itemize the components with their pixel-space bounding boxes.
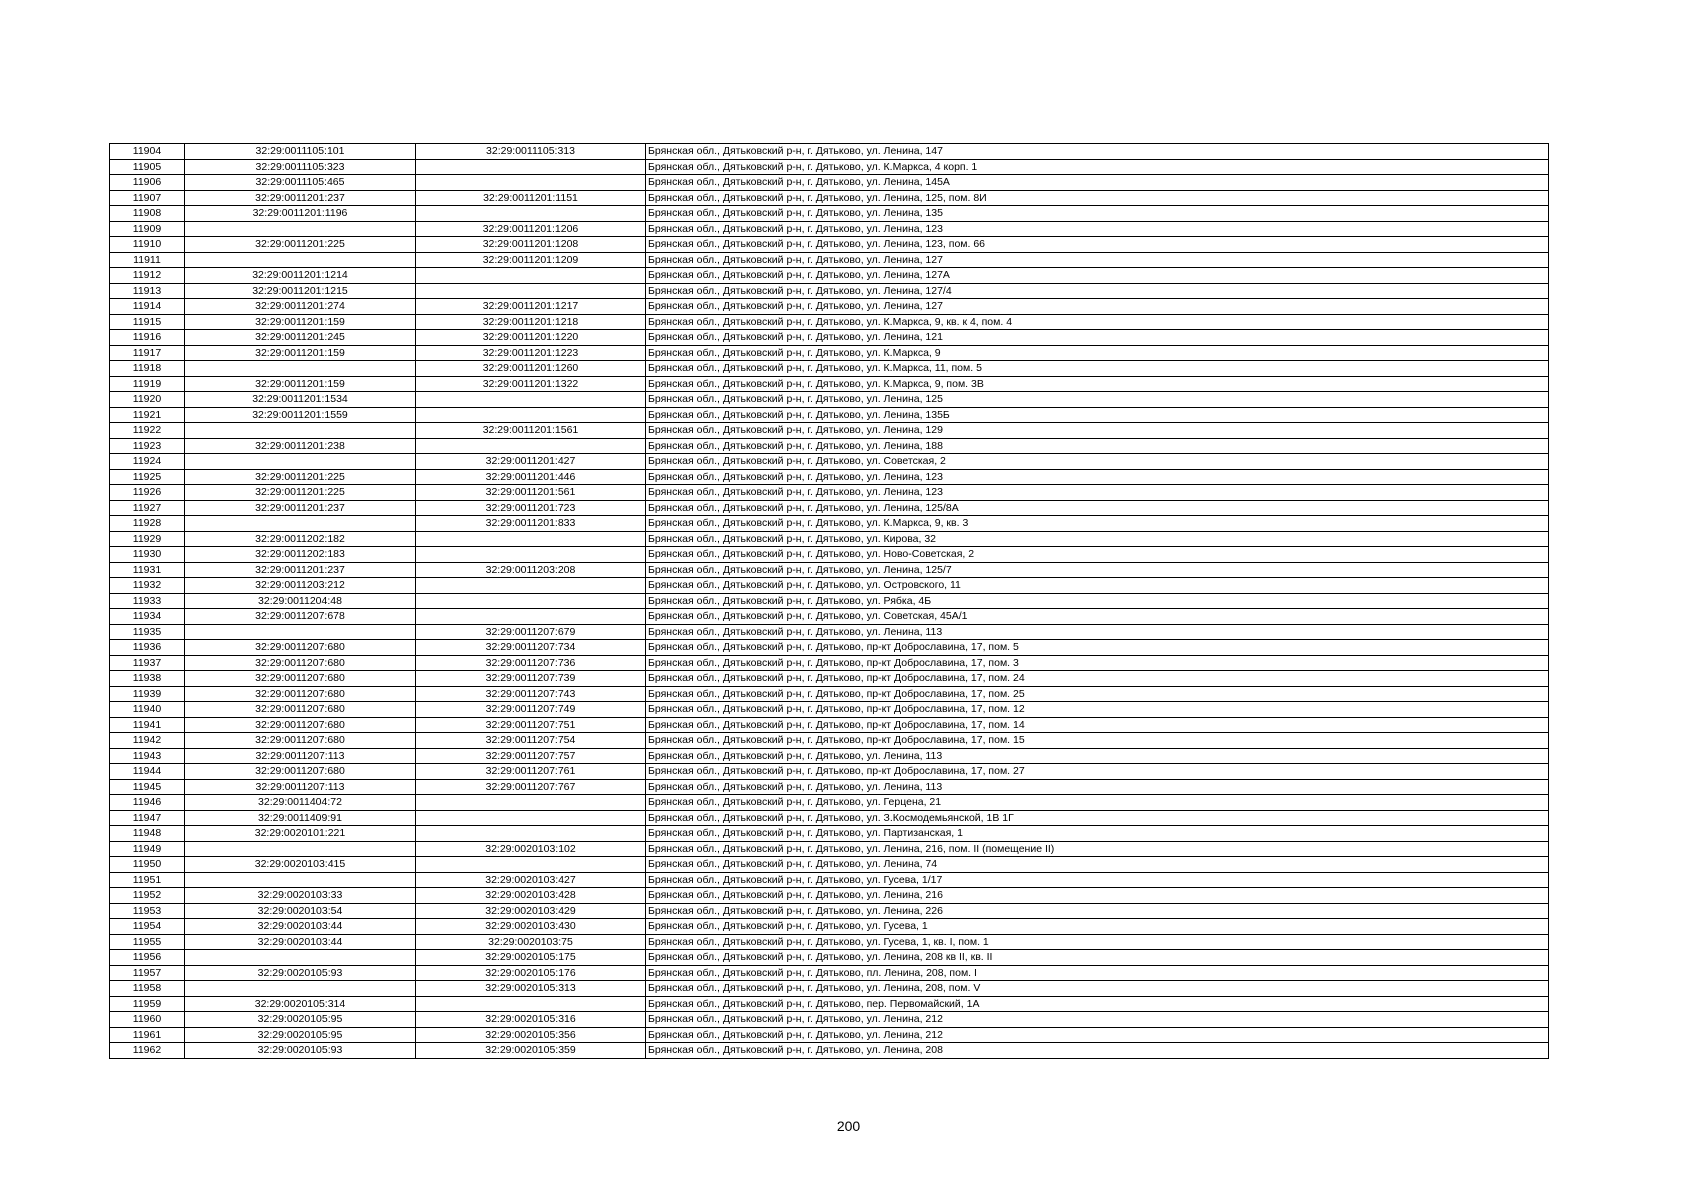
address-cell: Брянская обл., Дятьковский р-н, г. Дятьково, ул. Ленина, 113 (646, 748, 1549, 764)
table-row (110, 733, 1549, 749)
row-number-cell: 11923 (110, 438, 185, 454)
row-number-cell: 11920 (110, 392, 185, 408)
row-number-cell: 11915 (110, 314, 185, 330)
row-number-cell: 11921 (110, 407, 185, 423)
table-row (110, 702, 1549, 718)
row-number-cell: 11922 (110, 423, 185, 439)
object-cadastral-number-cell (416, 407, 646, 423)
object-cadastral-number-cell: 32:29:0011203:208 (416, 562, 646, 578)
address-cell: Брянская обл., Дятьковский р-н, г. Дятьково, ул. Ленина, 129 (646, 423, 1549, 439)
land-cadastral-number-cell: 32:29:0011201:237 (185, 562, 416, 578)
address-cell: Брянская обл., Дятьковский р-н, г. Дятьково, ул. Ленина, 125, пом. 8И (646, 190, 1549, 206)
object-cadastral-number-cell: 32:29:0011201:1217 (416, 299, 646, 315)
address-cell: Брянская обл., Дятьковский р-н, г. Дятьково, ул. Ленина, 216 (646, 888, 1549, 904)
table-row (110, 144, 1549, 160)
table-row (110, 345, 1549, 361)
object-cadastral-number-cell (416, 392, 646, 408)
row-number-cell: 11951 (110, 872, 185, 888)
table-row (110, 934, 1549, 950)
row-number-cell: 11961 (110, 1027, 185, 1043)
address-cell: Брянская обл., Дятьковский р-н, г. Дятьково, пр-кт Доброславина, 17, пом. 12 (646, 702, 1549, 718)
row-number-cell: 11913 (110, 283, 185, 299)
land-cadastral-number-cell: 32:29:0011207:680 (185, 733, 416, 749)
object-cadastral-number-cell (416, 826, 646, 842)
row-number-cell: 11944 (110, 764, 185, 780)
row-number-cell: 11940 (110, 702, 185, 718)
row-number-cell: 11909 (110, 221, 185, 237)
row-number-cell: 11912 (110, 268, 185, 284)
object-cadastral-number-cell: 32:29:0020105:175 (416, 950, 646, 966)
address-cell: Брянская обл., Дятьковский р-н, г. Дятьково, ул. Ленина, 113 (646, 779, 1549, 795)
land-cadastral-number-cell: 32:29:0020103:44 (185, 919, 416, 935)
table-row (110, 454, 1549, 470)
table-row (110, 919, 1549, 935)
object-cadastral-number-cell (416, 206, 646, 222)
object-cadastral-number-cell (416, 531, 646, 547)
table-row (110, 547, 1549, 563)
address-cell: Брянская обл., Дятьковский р-н, г. Дятьково, ул. З.Космодемьянской, 1В 1Г (646, 810, 1549, 826)
object-cadastral-number-cell: 32:29:0011201:1218 (416, 314, 646, 330)
object-cadastral-number-cell (416, 578, 646, 594)
address-cell: Брянская обл., Дятьковский р-н, г. Дятьково, ул. Ленина, 216, пом. II (помещение II) (646, 841, 1549, 857)
table-row (110, 1012, 1549, 1028)
object-cadastral-number-cell: 32:29:0020103:429 (416, 903, 646, 919)
land-cadastral-number-cell (185, 516, 416, 532)
address-cell: Брянская обл., Дятьковский р-н, г. Дятьково, ул. К.Маркса, 9, кв. 3 (646, 516, 1549, 532)
row-number-cell: 11952 (110, 888, 185, 904)
row-number-cell: 11954 (110, 919, 185, 935)
address-cell: Брянская обл., Дятьковский р-н, г. Дятьково, ул. Кирова, 32 (646, 531, 1549, 547)
table-row (110, 299, 1549, 315)
address-cell: Брянская обл., Дятьковский р-н, г. Дятьково, ул. Советская, 2 (646, 454, 1549, 470)
address-cell: Брянская обл., Дятьковский р-н, г. Дятьково, пер. Первомайский, 1А (646, 996, 1549, 1012)
land-cadastral-number-cell: 32:29:0020105:93 (185, 1043, 416, 1059)
address-cell: Брянская обл., Дятьковский р-н, г. Дятьково, ул. Гусева, 1 (646, 919, 1549, 935)
address-cell: Брянская обл., Дятьковский р-н, г. Дятьково, ул. Ленина, 123 (646, 485, 1549, 501)
table-row (110, 717, 1549, 733)
object-cadastral-number-cell (416, 175, 646, 191)
object-cadastral-number-cell: 32:29:0011207:754 (416, 733, 646, 749)
object-cadastral-number-cell: 32:29:0020105:359 (416, 1043, 646, 1059)
address-cell: Брянская обл., Дятьковский р-н, г. Дятьково, ул. К.Маркса, 9, кв. к 4, пом. 4 (646, 314, 1549, 330)
table-row (110, 252, 1549, 268)
row-number-cell: 11934 (110, 609, 185, 625)
row-number-cell: 11929 (110, 531, 185, 547)
object-cadastral-number-cell: 32:29:0020103:427 (416, 872, 646, 888)
table-row (110, 407, 1549, 423)
address-cell: Брянская обл., Дятьковский р-н, г. Дятьково, ул. Ленина, 123, пом. 66 (646, 237, 1549, 253)
row-number-cell: 11946 (110, 795, 185, 811)
table-row (110, 764, 1549, 780)
object-cadastral-number-cell: 32:29:0011201:833 (416, 516, 646, 532)
address-cell: Брянская обл., Дятьковский р-н, г. Дятьково, ул. Советская, 45А/1 (646, 609, 1549, 625)
table-row (110, 795, 1549, 811)
land-cadastral-number-cell: 32:29:0020101:221 (185, 826, 416, 842)
address-cell: Брянская обл., Дятьковский р-н, г. Дятьково, ул. К.Маркса, 4 корп. 1 (646, 159, 1549, 175)
address-cell: Брянская обл., Дятьковский р-н, г. Дятьково, ул. Ленина, 135 (646, 206, 1549, 222)
land-cadastral-number-cell: 32:29:0011201:1215 (185, 283, 416, 299)
table-row (110, 624, 1549, 640)
table-row (110, 640, 1549, 656)
object-cadastral-number-cell (416, 609, 646, 625)
land-cadastral-number-cell: 32:29:0011201:1214 (185, 268, 416, 284)
object-cadastral-number-cell: 32:29:0011207:679 (416, 624, 646, 640)
land-cadastral-number-cell: 32:29:0011201:225 (185, 237, 416, 253)
row-number-cell: 11928 (110, 516, 185, 532)
land-cadastral-number-cell: 32:29:0011202:183 (185, 547, 416, 563)
land-cadastral-number-cell: 32:29:0011207:680 (185, 717, 416, 733)
table-row (110, 826, 1549, 842)
object-cadastral-number-cell: 32:29:0020103:75 (416, 934, 646, 950)
table-row (110, 872, 1549, 888)
object-cadastral-number-cell: 32:29:0020105:313 (416, 981, 646, 997)
table-row (110, 314, 1549, 330)
address-cell: Брянская обл., Дятьковский р-н, г. Дятьково, ул. Ленина, 145А (646, 175, 1549, 191)
object-cadastral-number-cell (416, 438, 646, 454)
address-cell: Брянская обл., Дятьковский р-н, г. Дятьково, ул. Ленина, 74 (646, 857, 1549, 873)
table-row (110, 438, 1549, 454)
land-cadastral-number-cell: 32:29:0011207:680 (185, 655, 416, 671)
address-cell: Брянская обл., Дятьковский р-н, г. Дятьково, ул. Ленина, 147 (646, 144, 1549, 160)
object-cadastral-number-cell (416, 810, 646, 826)
address-cell: Брянская обл., Дятьковский р-н, г. Дятьково, ул. К.Маркса, 9, пом. 3В (646, 376, 1549, 392)
address-cell: Брянская обл., Дятьковский р-н, г. Дятьково, ул. Ленина, 123 (646, 221, 1549, 237)
table-row (110, 237, 1549, 253)
row-number-cell: 11908 (110, 206, 185, 222)
address-cell: Брянская обл., Дятьковский р-н, г. Дятьково, ул. Гусева, 1/17 (646, 872, 1549, 888)
land-cadastral-number-cell: 32:29:0020105:93 (185, 965, 416, 981)
object-cadastral-number-cell: 32:29:0011201:1220 (416, 330, 646, 346)
object-cadastral-number-cell: 32:29:0020105:356 (416, 1027, 646, 1043)
land-cadastral-number-cell: 32:29:0011207:680 (185, 671, 416, 687)
row-number-cell: 11933 (110, 593, 185, 609)
land-cadastral-number-cell: 32:29:0011201:159 (185, 376, 416, 392)
address-cell: Брянская обл., Дятьковский р-н, г. Дятьково, ул. Ленина, 125 (646, 392, 1549, 408)
address-cell: Брянская обл., Дятьковский р-н, г. Дятьково, ул. Ленина, 127 (646, 252, 1549, 268)
row-number-cell: 11932 (110, 578, 185, 594)
table-row (110, 748, 1549, 764)
address-cell: Брянская обл., Дятьковский р-н, г. Дятьково, ул. Ленина, 212 (646, 1027, 1549, 1043)
address-cell: Брянская обл., Дятьковский р-н, г. Дятьково, ул. К.Маркса, 9 (646, 345, 1549, 361)
row-number-cell: 11948 (110, 826, 185, 842)
table-row (110, 655, 1549, 671)
table-row (110, 268, 1549, 284)
address-cell: Брянская обл., Дятьковский р-н, г. Дятьково, ул. Ново-Советская, 2 (646, 547, 1549, 563)
row-number-cell: 11942 (110, 733, 185, 749)
row-number-cell: 11953 (110, 903, 185, 919)
table-row (110, 392, 1549, 408)
address-cell: Брянская обл., Дятьковский р-н, г. Дятьково, ул. Ленина, 226 (646, 903, 1549, 919)
table-row (110, 981, 1549, 997)
land-cadastral-number-cell: 32:29:0020103:415 (185, 857, 416, 873)
land-cadastral-number-cell: 32:29:0011207:680 (185, 640, 416, 656)
row-number-cell: 11950 (110, 857, 185, 873)
land-cadastral-number-cell (185, 221, 416, 237)
table-row (110, 810, 1549, 826)
object-cadastral-number-cell: 32:29:0020105:316 (416, 1012, 646, 1028)
land-cadastral-number-cell: 32:29:0011207:680 (185, 702, 416, 718)
object-cadastral-number-cell: 32:29:0011207:743 (416, 686, 646, 702)
land-cadastral-number-cell: 32:29:0011201:225 (185, 469, 416, 485)
table-row (110, 841, 1549, 857)
object-cadastral-number-cell: 32:29:0020103:428 (416, 888, 646, 904)
row-number-cell: 11919 (110, 376, 185, 392)
object-cadastral-number-cell: 32:29:0020105:176 (416, 965, 646, 981)
address-cell: Брянская обл., Дятьковский р-н, г. Дятьково, пр-кт Доброславина, 17, пом. 25 (646, 686, 1549, 702)
row-number-cell: 11924 (110, 454, 185, 470)
address-cell: Брянская обл., Дятьковский р-н, г. Дятьково, пр-кт Доброславина, 17, пом. 27 (646, 764, 1549, 780)
object-cadastral-number-cell (416, 547, 646, 563)
table-row (110, 469, 1549, 485)
land-cadastral-number-cell: 32:29:0011207:113 (185, 779, 416, 795)
land-cadastral-number-cell: 32:29:0011207:678 (185, 609, 416, 625)
object-cadastral-number-cell: 32:29:0011201:723 (416, 500, 646, 516)
address-cell: Брянская обл., Дятьковский р-н, г. Дятьково, ул. Ленина, 208, пом. V (646, 981, 1549, 997)
object-cadastral-number-cell: 32:29:0011207:739 (416, 671, 646, 687)
object-cadastral-number-cell: 32:29:0011207:751 (416, 717, 646, 733)
object-cadastral-number-cell (416, 795, 646, 811)
object-cadastral-number-cell (416, 857, 646, 873)
land-cadastral-number-cell: 32:29:0011105:323 (185, 159, 416, 175)
row-number-cell: 11959 (110, 996, 185, 1012)
address-cell: Брянская обл., Дятьковский р-н, г. Дятьково, ул. К.Маркса, 11, пом. 5 (646, 361, 1549, 377)
table-row (110, 283, 1549, 299)
address-cell: Брянская обл., Дятьковский р-н, г. Дятьково, ул. Рябка, 4Б (646, 593, 1549, 609)
row-number-cell: 11906 (110, 175, 185, 191)
address-cell: Брянская обл., Дятьковский р-н, г. Дятьково, ул. Ленина, 208 кв II, кв. II (646, 950, 1549, 966)
row-number-cell: 11911 (110, 252, 185, 268)
address-cell: Брянская обл., Дятьковский р-н, г. Дятьково, ул. Ленина, 188 (646, 438, 1549, 454)
land-cadastral-number-cell (185, 981, 416, 997)
row-number-cell: 11926 (110, 485, 185, 501)
land-cadastral-number-cell: 32:29:0011201:238 (185, 438, 416, 454)
table-row (110, 950, 1549, 966)
address-cell: Брянская обл., Дятьковский р-н, г. Дятьково, ул. Гусева, 1, кв. I, пом. 1 (646, 934, 1549, 950)
land-cadastral-number-cell: 32:29:0020103:54 (185, 903, 416, 919)
table-row (110, 500, 1549, 516)
address-cell: Брянская обл., Дятьковский р-н, г. Дятьково, ул. Ленина, 125/8А (646, 500, 1549, 516)
table-row (110, 330, 1549, 346)
address-cell: Брянская обл., Дятьковский р-н, г. Дятьково, пр-кт Доброславина, 17, пом. 5 (646, 640, 1549, 656)
row-number-cell: 11956 (110, 950, 185, 966)
row-number-cell: 11941 (110, 717, 185, 733)
row-number-cell: 11962 (110, 1043, 185, 1059)
land-cadastral-number-cell: 32:29:0011201:274 (185, 299, 416, 315)
address-cell: Брянская обл., Дятьковский р-н, г. Дятьково, ул. Ленина, 135Б (646, 407, 1549, 423)
row-number-cell: 11937 (110, 655, 185, 671)
land-cadastral-number-cell: 32:29:0011201:1534 (185, 392, 416, 408)
row-number-cell: 11949 (110, 841, 185, 857)
address-cell: Брянская обл., Дятьковский р-н, г. Дятьково, ул. Ленина, 127А (646, 268, 1549, 284)
address-cell: Брянская обл., Дятьковский р-н, г. Дятьково, пр-кт Доброславина, 17, пом. 3 (646, 655, 1549, 671)
row-number-cell: 11938 (110, 671, 185, 687)
object-cadastral-number-cell: 32:29:0011207:757 (416, 748, 646, 764)
land-cadastral-number-cell: 32:29:0011202:182 (185, 531, 416, 547)
land-cadastral-number-cell: 32:29:0011409:91 (185, 810, 416, 826)
table-row (110, 485, 1549, 501)
land-cadastral-number-cell: 32:29:0011204:48 (185, 593, 416, 609)
row-number-cell: 11939 (110, 686, 185, 702)
table-row (110, 857, 1549, 873)
page-number: 200 (836, 1118, 861, 1134)
land-cadastral-number-cell (185, 950, 416, 966)
land-cadastral-number-cell: 32:29:0011105:101 (185, 144, 416, 160)
address-cell: Брянская обл., Дятьковский р-н, г. Дятьково, ул. Ленина, 123 (646, 469, 1549, 485)
object-cadastral-number-cell (416, 159, 646, 175)
object-cadastral-number-cell: 32:29:0011201:561 (416, 485, 646, 501)
object-cadastral-number-cell: 32:29:0011207:734 (416, 640, 646, 656)
object-cadastral-number-cell: 32:29:0011207:736 (416, 655, 646, 671)
object-cadastral-number-cell: 32:29:0011207:749 (416, 702, 646, 718)
row-number-cell: 11914 (110, 299, 185, 315)
address-cell: Брянская обл., Дятьковский р-н, г. Дятьково, пр-кт Доброславина, 17, пом. 14 (646, 717, 1549, 733)
table-row (110, 531, 1549, 547)
object-cadastral-number-cell: 32:29:0011201:1208 (416, 237, 646, 253)
object-cadastral-number-cell (416, 593, 646, 609)
table-row (110, 779, 1549, 795)
land-cadastral-number-cell: 32:29:0011201:1196 (185, 206, 416, 222)
object-cadastral-number-cell: 32:29:0011201:1151 (416, 190, 646, 206)
address-cell: Брянская обл., Дятьковский р-н, г. Дятьково, ул. Ленина, 212 (646, 1012, 1549, 1028)
object-cadastral-number-cell: 32:29:0011201:1561 (416, 423, 646, 439)
row-number-cell: 11904 (110, 144, 185, 160)
land-cadastral-number-cell (185, 361, 416, 377)
row-number-cell: 11960 (110, 1012, 185, 1028)
land-cadastral-number-cell: 32:29:0011201:237 (185, 500, 416, 516)
table-row (110, 562, 1549, 578)
address-cell: Брянская обл., Дятьковский р-н, г. Дятьково, ул. Ленина, 121 (646, 330, 1549, 346)
row-number-cell: 11957 (110, 965, 185, 981)
land-cadastral-number-cell: 32:29:0020105:95 (185, 1027, 416, 1043)
land-cadastral-number-cell: 32:29:0011105:465 (185, 175, 416, 191)
object-cadastral-number-cell: 32:29:0011105:313 (416, 144, 646, 160)
row-number-cell: 11910 (110, 237, 185, 253)
object-cadastral-number-cell: 32:29:0011207:761 (416, 764, 646, 780)
table-row (110, 516, 1549, 532)
row-number-cell: 11958 (110, 981, 185, 997)
row-number-cell: 11927 (110, 500, 185, 516)
land-cadastral-number-cell: 32:29:0011203:212 (185, 578, 416, 594)
object-cadastral-number-cell (416, 283, 646, 299)
address-cell: Брянская обл., Дятьковский р-н, г. Дятьково, ул. Островского, 11 (646, 578, 1549, 594)
land-cadastral-number-cell: 32:29:0020103:33 (185, 888, 416, 904)
table-row (110, 671, 1549, 687)
address-cell: Брянская обл., Дятьковский р-н, г. Дятьково, ул. Ленина, 125/7 (646, 562, 1549, 578)
land-cadastral-number-cell (185, 841, 416, 857)
address-cell: Брянская обл., Дятьковский р-н, г. Дятьково, ул. Герцена, 21 (646, 795, 1549, 811)
land-cadastral-number-cell: 32:29:0011207:680 (185, 686, 416, 702)
land-cadastral-number-cell: 32:29:0011404:72 (185, 795, 416, 811)
row-number-cell: 11925 (110, 469, 185, 485)
row-number-cell: 11905 (110, 159, 185, 175)
address-cell: Брянская обл., Дятьковский р-н, г. Дятьково, ул. Ленина, 127 (646, 299, 1549, 315)
object-cadastral-number-cell: 32:29:0011201:427 (416, 454, 646, 470)
object-cadastral-number-cell: 32:29:0011201:1322 (416, 376, 646, 392)
object-cadastral-number-cell: 32:29:0011207:767 (416, 779, 646, 795)
address-cell: Брянская обл., Дятьковский р-н, г. Дятьково, ул. Партизанская, 1 (646, 826, 1549, 842)
table-row (110, 206, 1549, 222)
land-cadastral-number-cell: 32:29:0011207:113 (185, 748, 416, 764)
land-cadastral-number-cell: 32:29:0011207:680 (185, 764, 416, 780)
registry-table (109, 143, 1549, 1059)
row-number-cell: 11907 (110, 190, 185, 206)
row-number-cell: 11936 (110, 640, 185, 656)
land-cadastral-number-cell: 32:29:0011201:159 (185, 314, 416, 330)
registry-table-body (110, 144, 1549, 1059)
table-row (110, 221, 1549, 237)
address-cell: Брянская обл., Дятьковский р-н, г. Дятьково, пр-кт Доброславина, 17, пом. 24 (646, 671, 1549, 687)
land-cadastral-number-cell (185, 252, 416, 268)
table-row (110, 903, 1549, 919)
row-number-cell: 11917 (110, 345, 185, 361)
object-cadastral-number-cell: 32:29:0011201:1206 (416, 221, 646, 237)
address-cell: Брянская обл., Дятьковский р-н, г. Дятьково, ул. Ленина, 127/4 (646, 283, 1549, 299)
land-cadastral-number-cell: 32:29:0011201:237 (185, 190, 416, 206)
land-cadastral-number-cell (185, 454, 416, 470)
table-row (110, 190, 1549, 206)
address-cell: Брянская обл., Дятьковский р-н, г. Дятьково, ул. Ленина, 113 (646, 624, 1549, 640)
table-row (110, 175, 1549, 191)
address-cell: Брянская обл., Дятьковский р-н, г. Дятьково, ул. Ленина, 208 (646, 1043, 1549, 1059)
row-number-cell: 11935 (110, 624, 185, 640)
object-cadastral-number-cell: 32:29:0020103:102 (416, 841, 646, 857)
land-cadastral-number-cell: 32:29:0011201:245 (185, 330, 416, 346)
table-row (110, 609, 1549, 625)
table-row (110, 423, 1549, 439)
land-cadastral-number-cell: 32:29:0011201:159 (185, 345, 416, 361)
object-cadastral-number-cell: 32:29:0011201:1223 (416, 345, 646, 361)
land-cadastral-number-cell: 32:29:0020103:44 (185, 934, 416, 950)
row-number-cell: 11945 (110, 779, 185, 795)
table-row (110, 578, 1549, 594)
row-number-cell: 11931 (110, 562, 185, 578)
table-row (110, 1027, 1549, 1043)
table-row (110, 376, 1549, 392)
land-cadastral-number-cell (185, 872, 416, 888)
object-cadastral-number-cell: 32:29:0011201:446 (416, 469, 646, 485)
table-row (110, 888, 1549, 904)
row-number-cell: 11955 (110, 934, 185, 950)
land-cadastral-number-cell: 32:29:0020105:314 (185, 996, 416, 1012)
address-cell: Брянская обл., Дятьковский р-н, г. Дятьково, пл. Ленина, 208, пом. I (646, 965, 1549, 981)
table-row (110, 593, 1549, 609)
table-row (110, 686, 1549, 702)
row-number-cell: 11943 (110, 748, 185, 764)
object-cadastral-number-cell: 32:29:0011201:1209 (416, 252, 646, 268)
row-number-cell: 11916 (110, 330, 185, 346)
table-row (110, 159, 1549, 175)
table-row (110, 361, 1549, 377)
object-cadastral-number-cell (416, 268, 646, 284)
object-cadastral-number-cell: 32:29:0020103:430 (416, 919, 646, 935)
address-cell: Брянская обл., Дятьковский р-н, г. Дятьково, пр-кт Доброславина, 17, пом. 15 (646, 733, 1549, 749)
row-number-cell: 11947 (110, 810, 185, 826)
object-cadastral-number-cell (416, 996, 646, 1012)
object-cadastral-number-cell: 32:29:0011201:1260 (416, 361, 646, 377)
table-row (110, 996, 1549, 1012)
row-number-cell: 11930 (110, 547, 185, 563)
land-cadastral-number-cell: 32:29:0020105:95 (185, 1012, 416, 1028)
land-cadastral-number-cell: 32:29:0011201:1559 (185, 407, 416, 423)
land-cadastral-number-cell (185, 423, 416, 439)
row-number-cell: 11918 (110, 361, 185, 377)
land-cadastral-number-cell: 32:29:0011201:225 (185, 485, 416, 501)
table-row (110, 1043, 1549, 1059)
table-row (110, 965, 1549, 981)
land-cadastral-number-cell (185, 624, 416, 640)
